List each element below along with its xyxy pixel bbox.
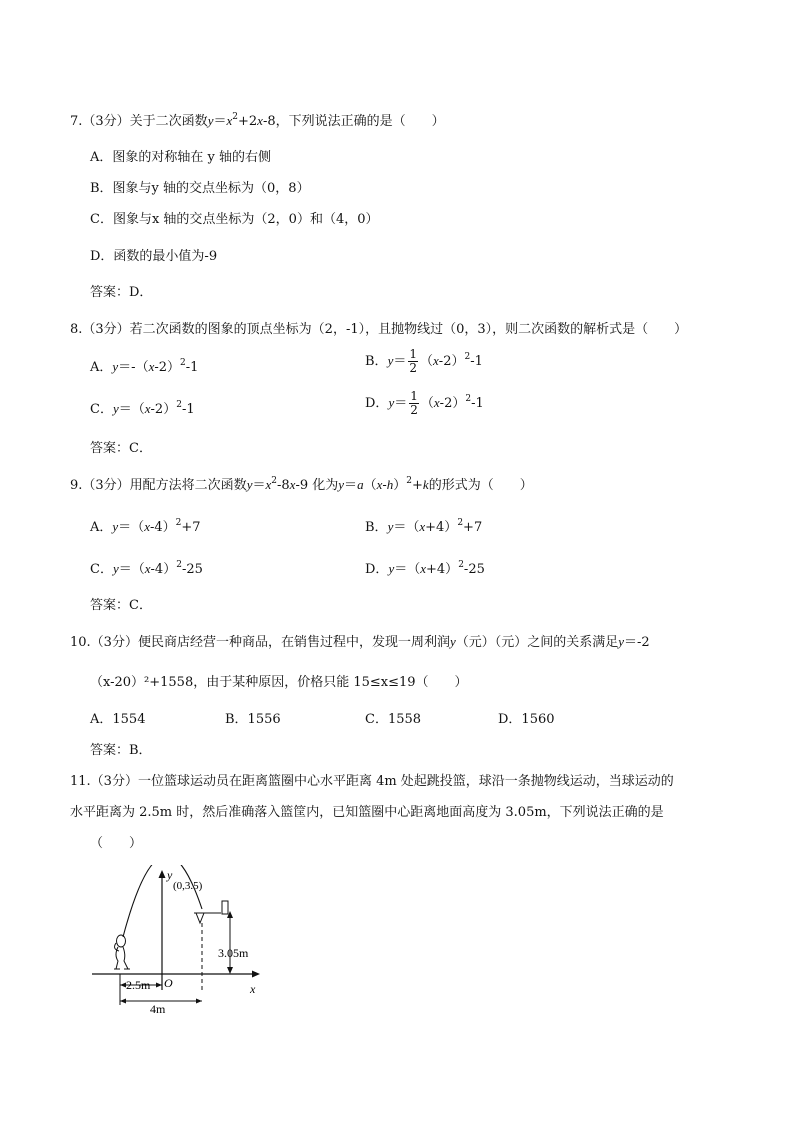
- question-8-stem: 8.（3分）若二次函数的图象的顶点坐标为（2，-1），且抛物线过（0，3），则二次函数的解析式是（ ）: [70, 322, 688, 337]
- question-10-stem-line2: （x-20）²+1558，由于某种原因，价格只能 15≤x≤19（ ）: [90, 675, 468, 690]
- q8-option-b: B．y＝ $\frac{1}{2}$ $(x-2)^2-1$: [365, 347, 483, 375]
- basketball-trajectory-diagram: [90, 865, 280, 1015]
- q9-option-c: C．$y=(x-4)^2-25$: [90, 560, 203, 577]
- origin-label: O: [164, 976, 173, 990]
- q8-d-fraction: $\frac{1}{2}$: [410, 389, 418, 417]
- y-axis-label: y: [167, 868, 173, 882]
- q7-option-d: D．函数的最小值为-9: [90, 249, 218, 264]
- q10-option-a: A．1554: [90, 712, 146, 727]
- question-11-stem-line2: 水平距离为 2.5m 时，然后准确落入篮筐内，已知篮圈中心距离地面高度为 3.05m，下列说法正确的是: [70, 805, 664, 820]
- q7-option-a: A．图象的对称轴在 y 轴的右侧: [90, 150, 271, 165]
- dim-25-label: 2.5m: [126, 978, 151, 992]
- q9-option-b: B．$y=(x+4)^2+7$: [365, 518, 483, 535]
- vertex-label: (0,3.5): [173, 880, 203, 892]
- question-9-stem: 9.（3分）用配方法将二次函数$y=x^2-8x-9$ 化为$y=a(x-h)^2+k$的形式为（ ）: [70, 476, 533, 493]
- dim-4-label: 4m: [150, 1002, 166, 1015]
- q10-option-b: B．1556: [225, 712, 281, 727]
- q8-option-d: D．y＝ $\frac{1}{2}$ $(x-2)^2-1$: [365, 389, 484, 417]
- q8-b-fraction: $\frac{1}{2}$: [409, 347, 417, 375]
- question-10-stem-line1: 10.（3分）便民商店经营一种商品，在销售过程中，发现一周利润y（元）（元）之间的关系满足y＝-2: [70, 634, 650, 650]
- q10-option-c: C．1558: [365, 712, 422, 727]
- q8-answer: 答案：C．: [90, 441, 152, 456]
- q10-option-d: D．1560: [498, 712, 555, 727]
- q9-answer: 答案：C．: [90, 598, 152, 613]
- question-11-stem-line1: 11.（3分）一位篮球运动员在距离篮圈中心水平距离 4m 处起跳投篮，球沿一条抛物线运动，当球运动的: [70, 774, 674, 789]
- q8-option-a: A．$y=-(x-2)^2-1$: [90, 358, 199, 375]
- height-label: 3.05m: [218, 946, 249, 960]
- question-11-stem-line3: （ ）: [90, 836, 143, 851]
- x-axis-label: x: [250, 982, 256, 996]
- question-7-stem: 7.（3分）关于二次函数$y=x^2+2x-8$，下列说法正确的是（ ）: [70, 112, 445, 129]
- player-figure: [114, 935, 130, 969]
- q8-option-c: C．$y=(x-2)^2-1$: [90, 400, 195, 417]
- y-axis-arrow: [159, 870, 166, 878]
- q7-stem-mid: ，下列说法正确的是（ ）: [275, 114, 445, 129]
- q7-option-b: B．图象与y 轴的交点坐标为（0，8）: [90, 181, 310, 196]
- q9-option-a: A．$y=(x-4)^2+7$: [90, 518, 201, 535]
- q7-answer: 答案：D．: [90, 285, 153, 300]
- x-axis-arrow: [252, 971, 260, 978]
- q9-option-d: D．$y=(x+4)^2-25$: [365, 560, 485, 577]
- q10-answer: 答案：B．: [90, 743, 152, 758]
- basketball-hoop: [194, 901, 228, 923]
- q7-stem-prefix: 7.（3分）关于二次函数: [70, 114, 208, 129]
- q7-option-c: C．图象与x 轴的交点坐标为（2，0）和（4，0）: [90, 212, 379, 227]
